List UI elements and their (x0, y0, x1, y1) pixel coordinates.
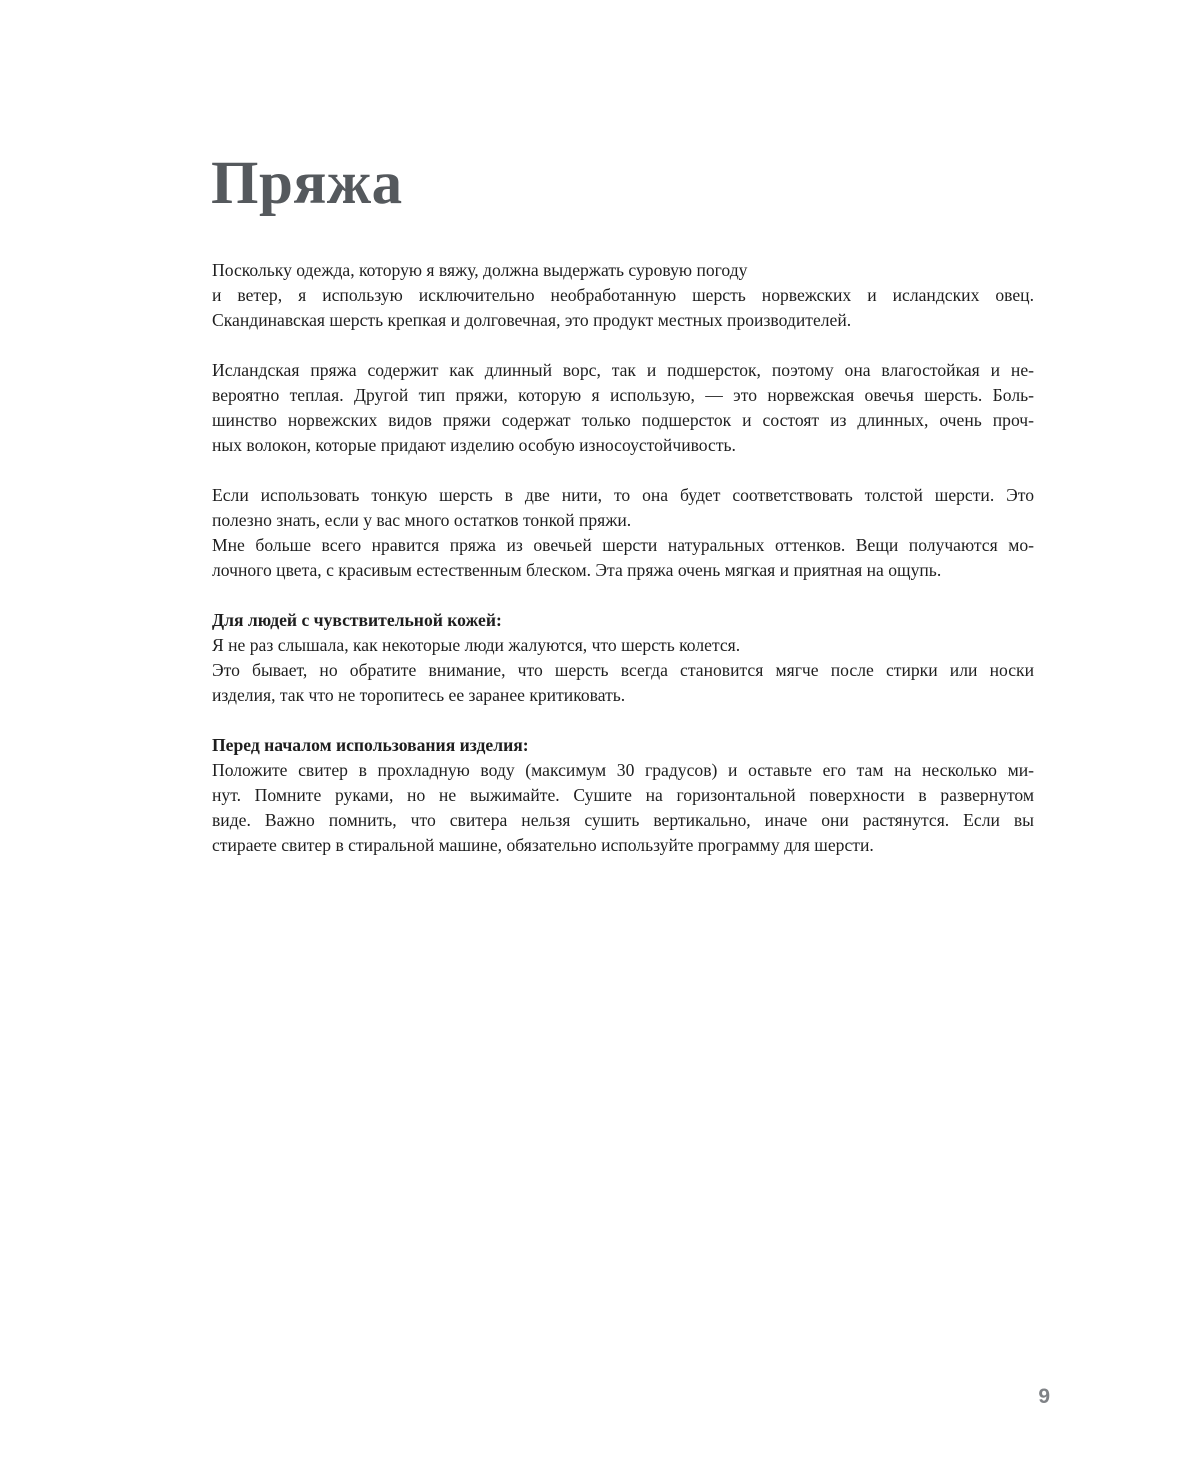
text-line: стираете свитер в стиральной машине, обязательно используйте программу для шерсти. (212, 835, 874, 855)
text-line: Исландская пряжа содержит как длинный ворс, так и подшерсток, поэтому она влагостойкая и не- (212, 360, 1034, 380)
text-line: шинство норвежских видов пряжи содержат только подшерсток и состоят из длинных, очень проч- (212, 410, 1034, 430)
text-line: Положите свитер в прохладную воду (максимум 30 градусов) и оставьте его там на несколько ми- (212, 760, 1034, 780)
text-line: вероятно теплая. Другой тип пряжи, которую я использую, — это норвежская овечья шерсть. Боль- (212, 385, 1034, 405)
paragraph-before-use (212, 733, 1034, 858)
text-line: Поскольку одежда, которую я вяжу, должна выдержать суровую погоду (212, 260, 748, 280)
section-heading-sensitive-skin: Для людей с чувствительной кожей: (212, 610, 502, 630)
text-line: ных волокон, которые придают изделию особую износоустойчивость. (212, 435, 736, 455)
text-line: Это бывает, но обратите внимание, что шерсть всегда становится мягче после стирки или носки (212, 660, 1034, 680)
text-line: Мне больше всего нравится пряжа из овечьей шерсти натуральных оттенков. Вещи получаются мо- (212, 535, 1034, 555)
paragraph-thin-wool (212, 483, 1034, 583)
text-line: изделия, так что не торопитесь ее заранее критиковать. (212, 685, 626, 705)
text-line: Скандинавская шерсть крепкая и долговечная, это продукт местных производителей. (212, 310, 852, 330)
text-line: нут. Помните руками, но не выжимайте. Сушите на горизонтальной поверхности в развернутом (212, 785, 1034, 805)
text-line: виде. Важно помнить, что свитера нельзя сушить вертикально, иначе они растянутся. Если вы (212, 810, 1034, 830)
page-title: Пряжа (211, 150, 403, 217)
paragraph-icelandic-yarn (212, 358, 1034, 458)
paragraph-intro (212, 258, 1034, 333)
text-line: лочного цвета, с красивым естественным блеском. Эта пряжа очень мягкая и приятная на ощупь. (212, 560, 942, 580)
text-line: и ветер, я использую исключительно необработанную шерсть норвежских и исландских овец. (212, 285, 1034, 305)
text-line: Если использовать тонкую шерсть в две нити, то она будет соответствовать толстой шерсти. Это (212, 485, 1034, 505)
page-number: 9 (1038, 1385, 1050, 1408)
section-heading-before-use: Перед началом использования изделия: (212, 735, 529, 755)
text-line: Я не раз слышала, как некоторые люди жалуются, что шерсть колется. (212, 635, 741, 655)
text-line: полезно знать, если у вас много остатков тонкой пряжи. (212, 510, 632, 530)
paragraph-sensitive-skin (212, 608, 1034, 708)
body-text (212, 258, 1034, 883)
